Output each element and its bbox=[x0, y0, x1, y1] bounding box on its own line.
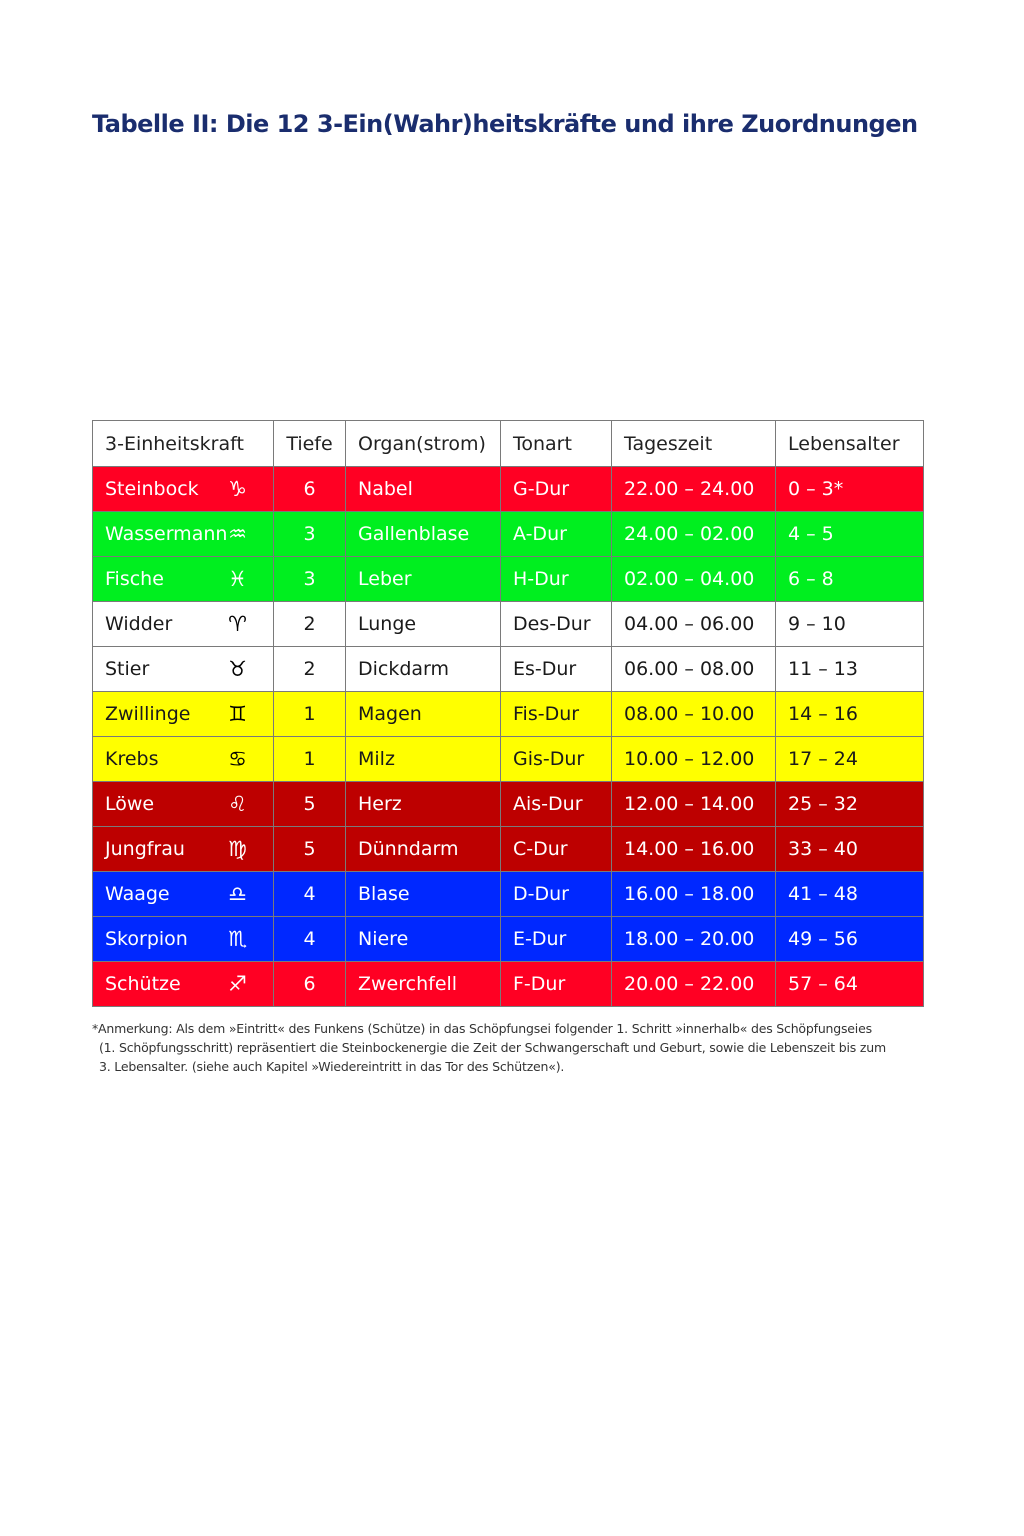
organ-cell: Dickdarm bbox=[346, 647, 501, 692]
organ-cell: Leber bbox=[346, 557, 501, 602]
organ-cell: Milz bbox=[346, 737, 501, 782]
table-row bbox=[93, 557, 924, 602]
footnote-line: *Anmerkung: Als dem »Eintritt« des Funkens (Schütze) in das Schöpfungsei folgender 1. Schritt »innerhalb« des Schöpfungseies bbox=[92, 1021, 872, 1036]
tageszeit-cell: 06.00 – 08.00 bbox=[612, 647, 776, 692]
table-row bbox=[93, 872, 924, 917]
lebensalter-cell: 33 – 40 bbox=[776, 827, 924, 872]
einheitskraft-cell bbox=[93, 737, 274, 782]
libra-icon: ♎ bbox=[228, 882, 247, 906]
sign-name: Krebs bbox=[105, 748, 159, 770]
table-row bbox=[93, 962, 924, 1007]
tiefe-cell: 5 bbox=[274, 827, 346, 872]
tageszeit-cell: 22.00 – 24.00 bbox=[612, 467, 776, 512]
capricorn-icon: ♑ bbox=[228, 477, 247, 501]
organ-cell: Niere bbox=[346, 917, 501, 962]
lebensalter-cell: 41 – 48 bbox=[776, 872, 924, 917]
tiefe-cell: 1 bbox=[274, 692, 346, 737]
aries-icon: ♈ bbox=[228, 612, 247, 636]
einheitskraft-cell bbox=[93, 782, 274, 827]
tonart-cell: E-Dur bbox=[501, 917, 612, 962]
tageszeit-cell: 20.00 – 22.00 bbox=[612, 962, 776, 1007]
tageszeit-cell: 08.00 – 10.00 bbox=[612, 692, 776, 737]
tonart-cell: F-Dur bbox=[501, 962, 612, 1007]
tonart-cell: G-Dur bbox=[501, 467, 612, 512]
aquarius-icon: ♒ bbox=[228, 522, 247, 546]
organ-cell: Herz bbox=[346, 782, 501, 827]
header-tageszeit: Tageszeit bbox=[612, 421, 776, 467]
scorpio-icon: ♏ bbox=[228, 927, 247, 951]
taurus-icon: ♉ bbox=[228, 657, 247, 681]
sign-name: Widder bbox=[105, 613, 173, 635]
tonart-cell: C-Dur bbox=[501, 827, 612, 872]
tageszeit-cell: 12.00 – 14.00 bbox=[612, 782, 776, 827]
lebensalter-cell: 14 – 16 bbox=[776, 692, 924, 737]
lebensalter-cell: 11 – 13 bbox=[776, 647, 924, 692]
einheitskraft-cell bbox=[93, 602, 274, 647]
table-row bbox=[93, 512, 924, 557]
header-tiefe: Tiefe bbox=[274, 421, 346, 467]
tiefe-cell: 3 bbox=[274, 557, 346, 602]
lebensalter-cell: 57 – 64 bbox=[776, 962, 924, 1007]
tiefe-cell: 4 bbox=[274, 917, 346, 962]
table-row bbox=[93, 917, 924, 962]
header-lebensalter: Lebensalter bbox=[776, 421, 924, 467]
tageszeit-cell: 10.00 – 12.00 bbox=[612, 737, 776, 782]
lebensalter-cell: 49 – 56 bbox=[776, 917, 924, 962]
einheitskraft-cell bbox=[93, 692, 274, 737]
table-row bbox=[93, 827, 924, 872]
tiefe-cell: 5 bbox=[274, 782, 346, 827]
header-einheitskraft: 3-Einheitskraft bbox=[93, 421, 274, 467]
tonart-cell: Ais-Dur bbox=[501, 782, 612, 827]
tonart-cell: D-Dur bbox=[501, 872, 612, 917]
einheitskraft-cell bbox=[93, 557, 274, 602]
sign-name: Skorpion bbox=[105, 928, 188, 950]
einheitskraft-cell bbox=[93, 467, 274, 512]
tiefe-cell: 4 bbox=[274, 872, 346, 917]
footnote bbox=[92, 1019, 932, 1076]
einheitskraft-cell bbox=[93, 872, 274, 917]
organ-cell: Nabel bbox=[346, 467, 501, 512]
organ-cell: Dünndarm bbox=[346, 827, 501, 872]
einheitskraft-cell bbox=[93, 917, 274, 962]
lebensalter-cell: 4 – 5 bbox=[776, 512, 924, 557]
zodiac-table bbox=[92, 420, 924, 1007]
tageszeit-cell: 02.00 – 04.00 bbox=[612, 557, 776, 602]
sagittarius-icon: ♐ bbox=[228, 972, 247, 996]
footnote-line: (1. Schöpfungsschritt) repräsentiert die Steinbockenergie die Zeit der Schwangerschaft und Geburt, sowie die Lebenszeit bis zum bbox=[99, 1040, 886, 1055]
sign-name: Schütze bbox=[105, 973, 181, 995]
gemini-icon: ♊ bbox=[228, 702, 247, 726]
sign-name: Zwillinge bbox=[105, 703, 191, 725]
lebensalter-cell: 25 – 32 bbox=[776, 782, 924, 827]
organ-cell: Zwerchfell bbox=[346, 962, 501, 1007]
sign-name: Stier bbox=[105, 658, 150, 680]
tiefe-cell: 2 bbox=[274, 647, 346, 692]
tiefe-cell: 1 bbox=[274, 737, 346, 782]
organ-cell: Lunge bbox=[346, 602, 501, 647]
sign-name: Wassermann bbox=[105, 523, 228, 545]
table-row bbox=[93, 782, 924, 827]
einheitskraft-cell bbox=[93, 512, 274, 557]
sign-name: Jungfrau bbox=[105, 838, 185, 860]
table-row bbox=[93, 647, 924, 692]
header-tonart: Tonart bbox=[501, 421, 612, 467]
organ-cell: Blase bbox=[346, 872, 501, 917]
header-organ: Organ(strom) bbox=[346, 421, 501, 467]
page-title: Tabelle II: Die 12 3-Ein(Wahr)heitskräfte und ihre Zuordnungen bbox=[92, 110, 918, 138]
tonart-cell: H-Dur bbox=[501, 557, 612, 602]
tonart-cell: A-Dur bbox=[501, 512, 612, 557]
organ-cell: Gallenblase bbox=[346, 512, 501, 557]
table-row bbox=[93, 467, 924, 512]
tageszeit-cell: 18.00 – 20.00 bbox=[612, 917, 776, 962]
footnote-line: 3. Lebensalter. (siehe auch Kapitel »Wiedereintritt in das Tor des Schützen«). bbox=[99, 1059, 565, 1074]
tageszeit-cell: 04.00 – 06.00 bbox=[612, 602, 776, 647]
tonart-cell: Gis-Dur bbox=[501, 737, 612, 782]
tiefe-cell: 6 bbox=[274, 962, 346, 1007]
organ-cell: Magen bbox=[346, 692, 501, 737]
table-row bbox=[93, 602, 924, 647]
tiefe-cell: 2 bbox=[274, 602, 346, 647]
tonart-cell: Fis-Dur bbox=[501, 692, 612, 737]
virgo-icon: ♍ bbox=[228, 837, 247, 861]
table-header-row bbox=[93, 421, 924, 467]
leo-icon: ♌ bbox=[228, 792, 247, 816]
tonart-cell: Des-Dur bbox=[501, 602, 612, 647]
sign-name: Steinbock bbox=[105, 478, 199, 500]
lebensalter-cell: 9 – 10 bbox=[776, 602, 924, 647]
einheitskraft-cell bbox=[93, 647, 274, 692]
lebensalter-cell: 17 – 24 bbox=[776, 737, 924, 782]
pisces-icon: ♓ bbox=[228, 567, 247, 591]
tageszeit-cell: 16.00 – 18.00 bbox=[612, 872, 776, 917]
tiefe-cell: 3 bbox=[274, 512, 346, 557]
lebensalter-cell: 0 – 3* bbox=[776, 467, 924, 512]
einheitskraft-cell bbox=[93, 827, 274, 872]
table-row bbox=[93, 737, 924, 782]
sign-name: Waage bbox=[105, 883, 170, 905]
sign-name: Löwe bbox=[105, 793, 155, 815]
tageszeit-cell: 24.00 – 02.00 bbox=[612, 512, 776, 557]
tonart-cell: Es-Dur bbox=[501, 647, 612, 692]
tageszeit-cell: 14.00 – 16.00 bbox=[612, 827, 776, 872]
sign-name: Fische bbox=[105, 568, 164, 590]
tiefe-cell: 6 bbox=[274, 467, 346, 512]
einheitskraft-cell bbox=[93, 962, 274, 1007]
lebensalter-cell: 6 – 8 bbox=[776, 557, 924, 602]
cancer-icon: ♋ bbox=[228, 747, 247, 771]
table-row bbox=[93, 692, 924, 737]
